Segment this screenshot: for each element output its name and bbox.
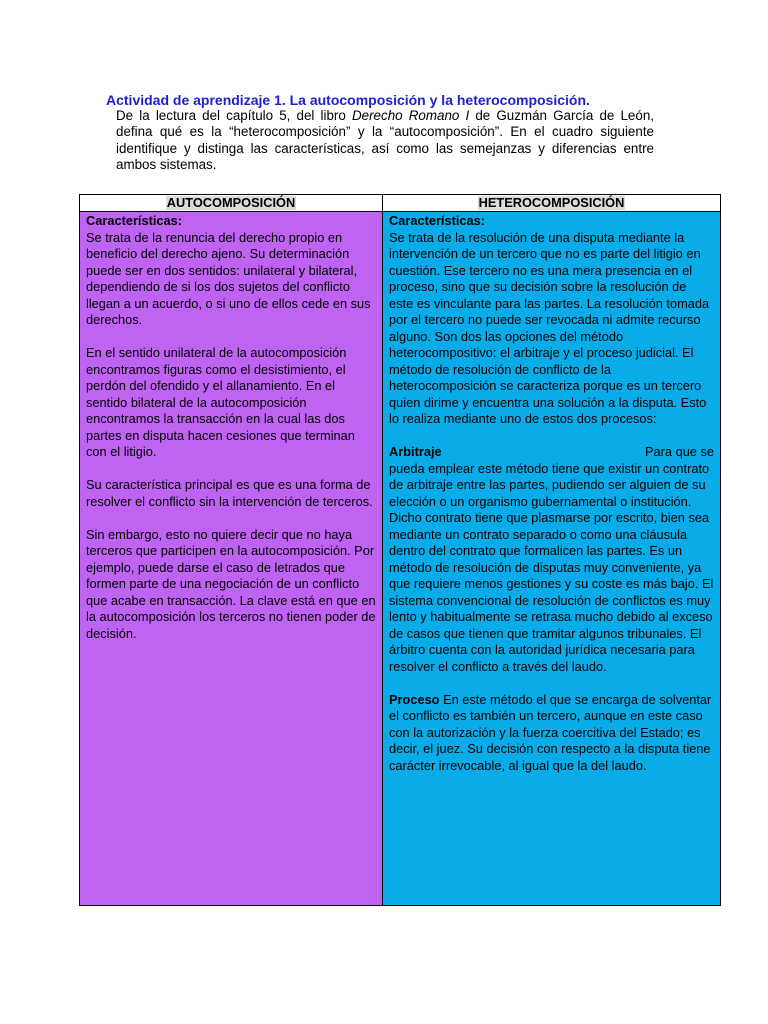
heterocomposicion-paragraph-1: Se trata de la resolución de una disputa mediante la intervención de un tercero que no es parte del litigio en cuestión. Ese tercero no es una mera presencia en el proceso, sino que su decisión sobre la resolución de este es vinculante para las partes. La resolución tomada por el tercero no puede ser revocada ni admite recurso alguno. Son dos las opciones del método heterocompositivo: el arbitraje y el proceso judicial. El método de resolución de conflicto de la heterocomposición se caracteriza porque es un tercero quien dirime y encuentra una solución a la disputa. Esto lo realiza mediante uno de estos dos procesos:: [389, 229, 710, 426]
autocomposicion-paragraph-1: Se trata de la renuncia del derecho propio en beneficio del derecho ajeno. Su determinación puede ser en dos sentidos: unilateral y bilateral, dependiendo de si los dos sujetos del conflicto llegan a un acuerdo, o si uno de ellos cede en sus derechos.: [86, 229, 371, 327]
activity-title: Actividad de aprendizaje 1. La autocomposición y la heterocomposición.: [106, 92, 590, 108]
proceso-label: Proceso: [389, 691, 440, 707]
book-title: Derecho Romano I: [351, 108, 470, 123]
arbitraje-label: Arbitraje: [389, 444, 442, 459]
autocomposicion-characteristics-label: Características:: [86, 213, 183, 228]
intro-text-end: de Guzmán García de León, defina qué es la “heterocomposición” y la “autocomposición”. En el cuadro siguiente identifique y distinga las características, así como las semejanzas y diferencias entre ambos sistemas.: [116, 108, 654, 173]
comparison-table: [79, 194, 721, 906]
heterocomposicion-characteristics-label: Características:: [389, 213, 486, 228]
header-autocomposicion-label: AUTOCOMPOSICIÓN: [166, 195, 296, 210]
heterocomposicion-cell: [383, 212, 720, 905]
header-heterocomposicion-label: HETEROCOMPOSICIÓN: [478, 195, 625, 210]
header-autocomposicion: [80, 195, 383, 211]
proceso-paragraph: [389, 692, 714, 775]
table-header-row: [80, 195, 720, 212]
header-heterocomposicion: [383, 195, 720, 211]
autocomposicion-paragraph-4: Sin embargo, esto no quiere decir que no haya terceros que participen en la autocomposición. Por ejemplo, puede darse el caso de letrados que formen parte de una negociación de un conflicto que acabe en transacción. La clave está en que en la autocomposición los terceros no tienen poder de decisión.: [86, 526, 376, 641]
intro-paragraph: [116, 108, 654, 174]
autocomposicion-paragraph-2: En el sentido unilateral de la autocomposición encontramos figuras como el desistimiento, el perdón del ofendido y el allanamiento. En el sentido bilateral de la autocomposición encontramos la transacción en la cual las dos partes en disputa hacen cesiones que terminan con el litigio.: [86, 345, 355, 459]
proceso-text: En este método el que se encarga de solventar el conflicto es también un tercero, aunque en este caso con la autorización y la fuerza coercitiva del Estado; es decir, el juez. Su decisión con respecto a la disputa tiene carácter irrevocable, al igual que la del laudo.: [389, 691, 712, 773]
intro-text-start: De la lectura del capítulo 5, del libro: [116, 108, 352, 123]
autocomposicion-paragraph-3: Su característica principal es que es una forma de resolver el conflicto sin la intervención de terceros.: [86, 477, 373, 509]
arbitraje-paragraph: pueda emplear este método tiene que existir un contrato de arbitraje entre las partes, pudiendo ser alguien de su elección o un organismo gubernamental o institución. Dicho contrato tiene que plasmarse por escrito, bien sea mediante un contrato separado o como una cláusula dentro del contrato que formalicen las partes. Es un método de resolución de disputas muy conveniente, ya que requiere menos gestiones y su coste es más bajo. El sistema convencional de resolución de conflictos es muy lento y habitualmente se retrasa mucho debido al exceso de casos que tienen que tramitar algunos tribunales. El árbitro cuenta con la autoridad jurídica necesaria para resolver el conflicto a través del laudo.: [389, 460, 714, 674]
autocomposicion-cell: [80, 212, 383, 905]
arbitraje-start-text: Para que se: [644, 444, 714, 459]
arbitraje-heading-line: [389, 444, 714, 461]
